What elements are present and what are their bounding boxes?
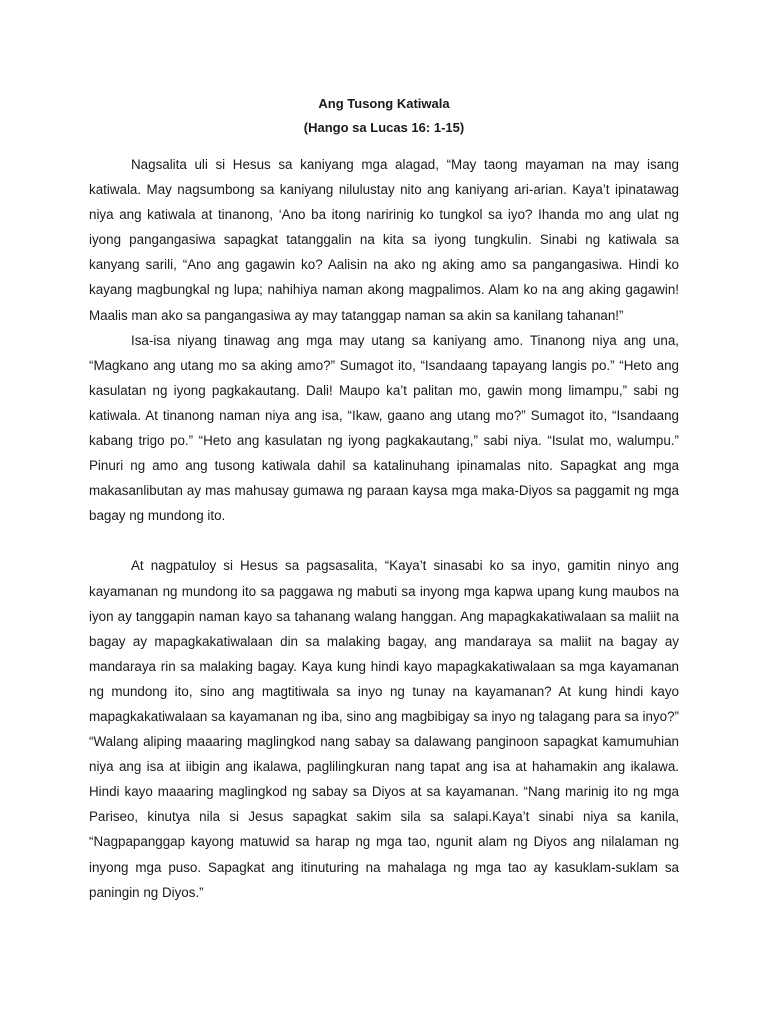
- paragraph-3: At nagpatuloy si Hesus sa pagsasalita, “Kaya’t sinasabi ko sa inyo, gamitin ninyo ang kayamanan ng mundong ito sa paggawa ng mabuti sa inyong mga kapwa upang kung maubos na iyon ay tanggapin naman kayo sa tahanang walang hanggan. Ang mapagkakatiwalaan sa maliit na bagay ay mapagkakatiwalaan din sa malaking bagay, ang mandaraya sa maliit na bagay ay mandaraya rin sa malaking bagay. Kaya kung hindi kayo mapagkakatiwalaan sa mga kayamanan ng mundong ito, sino ang magtitiwala sa inyo ng tunay na kayamanan? At kung hindi kayo mapagkakatiwalaan sa kayamanan ng iba, sino ang magbibigay sa inyo ng talagang para sa inyo?” “Walang aliping maaaring maglingkod nang sabay sa dalawang panginoon sapagkat kamumuhian niya ang isa at iibigin ang ikalawa, paglilingkuran nang tapat ang isa at hahamakin ang ikalawa. Hindi kayo maaaring maglingkod ng sabay sa Diyos at sa kayamanan. “Nang marinig ito ng mga Pariseo, kinutya nila si Jesus sapagkat sakim sila sa salapi.Kaya’t sinabi niya sa kanila, “Nagpapanggap kayong matuwid sa harap ng mga tao, ngunit alam ng Diyos ang nilalaman ng inyong mga puso. Sapagkat ang itinuturing na mahalaga ng mga tao ay kasuklam-suklam sa paningin ng Diyos.”: [89, 558, 679, 900]
- document-subtitle: (Hango sa Lucas 16: 1-15): [303, 120, 465, 135]
- document-body: [89, 152, 679, 905]
- document-title: Ang Tusong Katiwala: [318, 96, 450, 111]
- paragraph-2: Isa-isa niyang tinawag ang mga may utang sa kaniyang amo. Tinanong niya ang una, “Magkano ang utang mo sa aking amo?” Sumagot ito, “Isandaang tapayang langis po.” “Heto ang kasulatan ng iyong pagkakautang. Dali! Maupo ka’t palitan mo, gawin mong limampu,” sabi ng katiwala. At tinanong naman niya ang isa, “Ikaw, gaano ang utang mo?” Sumagot ito, “Isandaang kabang trigo po.” “Heto ang kasulatan ng iyong pagkakautang,” sabi niya. “Isulat mo, walumpu.” Pinuri ng amo ang tusong katiwala dahil sa katalinuhang ipinamalas nito. Sapagkat ang mga makasanlibutan ay mas mahusay gumawa ng paraan kaysa mga maka-Diyos sa paggamit ng mga bagay ng mundong ito.: [89, 332, 679, 524]
- title-block: [0, 92, 768, 140]
- paragraph-1: Nagsalita uli si Hesus sa kaniyang mga alagad, “May taong mayaman na may isang katiwala. May nagsumbong sa kaniyang nilulustay nito ang kaniyang ari-arian. Kaya’t ipinatawag niya ang katiwala at tinanong, ‘Ano ba itong naririnig ko tungkol sa iyo? Ihanda mo ang ulat ng iyong pangangasiwa sapagkat tatanggalin na kita sa iyong tungkulin. Sinabi ng katiwala sa kanyang sarili, “Ano ang gagawin ko? Aalisin na ako ng aking amo sa pangangasiwa. Hindi ko kayang magbungkal ng lupa; nahihiya naman akong magpalimos. Alam ko na ang aking gagawin! Maalis man ako sa pangangasiwa ay may tatanggap naman sa akin sa kanilang tahanan!”: [89, 157, 679, 323]
